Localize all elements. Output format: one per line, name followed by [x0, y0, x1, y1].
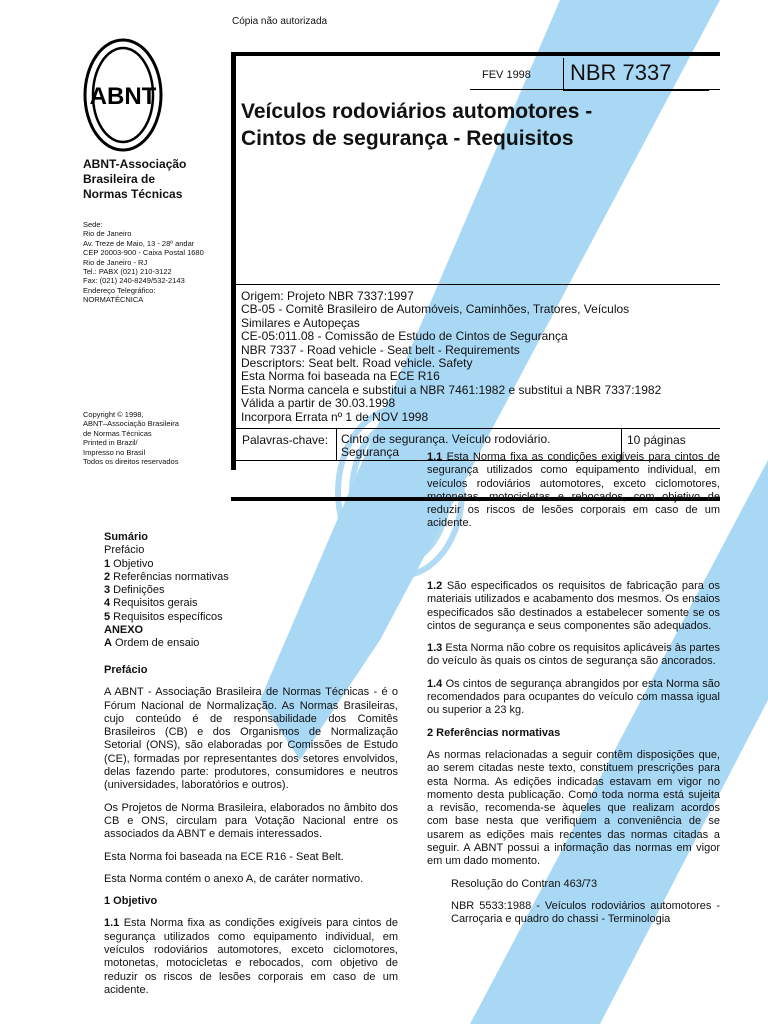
keywords-top-rule [236, 428, 720, 429]
referencias-heading: 2 Referências normativas [427, 726, 561, 739]
sede-address: Sede: Rio de Janeiro Av. Treze de Maio, 13 - 28º andar CEP 20003-900 - Caixa Postal 1680 Rio de Janeiro - RJ Tel.: PABX (021) 210-3122 Fax: (021) 240-8249/532-2143 Endereço Telegráfico: NORMATÉCNICA [83, 220, 204, 305]
summary-item: Prefácio [104, 544, 145, 557]
summary-item: 4 Requisitos gerais [104, 597, 198, 610]
objetivo-paragraph: 1.2 São especificados os requisitos de fabricação para os materiais utilizados e acabamento dos mesmos. Os ensaios especificados são destinados a estabelecer somente se os cintos de segurança e seus componentes são adequados. [427, 580, 720, 632]
reference-item: NBR 5533:1988 - Veículos rodoviários automotores - Carroçaria e quadro do chassi - Terminologia [451, 899, 720, 926]
header-top-rule [231, 52, 720, 56]
copyright-notice: Copyright © 1998, ABNT–Associação Brasileira de Normas Técnicas Printed in Brazil/ Impresso no Brasil Todos os direitos reservados [83, 410, 179, 467]
objetivo-continuation: 1.1 Esta Norma fixa as condições exigíveis para cintos de segurança utilizados como equipamento individual, em veículos rodoviários automotores, exceto ciclomotores, motonetas, motocicletas e rebocados, com objetivo de reduzir os riscos de lesões corporais em caso de um acidente. [427, 451, 720, 530]
summary-heading: Sumário [104, 531, 149, 543]
summary-item: 3 Definições [104, 584, 165, 597]
meta-top-rule [236, 284, 720, 285]
objetivo-paragraph: 1.1 Esta Norma fixa as condições exigíveis para cintos de segurança utilizados como equipamento individual, em veículos rodoviários automotores, exceto ciclomotores, motonetas, motocicletas e rebocados, com objetivo de reduzir os riscos de lesões corporais em caso de um acidente. [104, 917, 398, 996]
publication-date: FEV 1998 [482, 69, 531, 81]
reference-item: Resolução do Contran 463/73 [451, 877, 598, 890]
prefacio-paragraph: Os Projetos de Norma Brasileira, elaborados no âmbito dos CB e ONS, circulam para Votação Nacional entre os associados da ABNT e demais interessados. [104, 801, 398, 841]
copy-notice: Cópia não autorizada [232, 16, 328, 27]
abnt-logo [83, 38, 163, 152]
document-metadata: Origem: Projeto NBR 7337:1997 CB-05 - Comitê Brasileiro de Automóveis, Caminhões, Tratores, Veículos Similares e Autopeças CE-05:011.08 - Comissão de Estudo de Cintos de Segurança NBR 7337 - Road vehicle - Seat belt - Requirements Descriptors: Seat belt. Road vehicle. Safety Esta Norma foi baseada na ECE R16 Esta Norma cancela e substitui a NBR 7461:1982 e substitui a NBR 7337:1982 Válida a partir de 30.03.1998 Incorpora Errata nº 1 de NOV 1998 [241, 289, 662, 424]
summary-item: 5 Requisitos específicos [104, 610, 223, 623]
keywords-text: Cinto de segurança. Veículo rodoviário. Segurança [341, 432, 551, 459]
org-name: ABNT-Associação Brasileira de Normas Técnicas [83, 157, 187, 201]
referencias-paragraph: As normas relacionadas a seguir contêm disposições que, ao serem citadas neste texto, constituem prescrições para esta Norma. As edições indicadas estavam em vigor no momento desta publicação. Como toda norma está sujeita a revisão, recomenda-se àqueles que realizam acordos com base nesta que verifiquem a conveniência de se usarem as edições mais recentes das normas citadas a seguir. A ABNT possui a informação das normas em vigor em um dado momento. [427, 748, 720, 868]
summary [104, 531, 398, 651]
prefacio-section [104, 664, 398, 996]
objetivo-paragraph: 1.4 Os cintos de segurança abrangidos por esta Norma são recomendados para ocupantes do veículo com massa igual ou superior a 23 kg. [427, 677, 720, 717]
prefacio-heading: Prefácio [104, 664, 148, 676]
summary-item: A Ordem de ensaio [104, 637, 200, 650]
objetivo-heading: 1 Objetivo [104, 895, 158, 908]
keywords-label: Palavras-chave: [242, 433, 329, 447]
date-rule [470, 89, 720, 90]
summary-item: ANEXO [104, 624, 144, 637]
document-title: Veículos rodoviários automotores - Cintos de segurança - Requisitos [241, 100, 593, 150]
prefacio-paragraph: Esta Norma foi baseada na ECE R16 - Seat Belt. [104, 850, 344, 863]
summary-item: 1 Objetivo [104, 557, 154, 570]
right-column [427, 451, 720, 927]
summary-item: 2 Referências normativas [104, 570, 229, 583]
objetivo-paragraph: 1.3 Esta Norma não cobre os requisitos aplicáveis às partes do veículo às quais os cintos de segurança são ancorados. [427, 642, 720, 668]
prefacio-paragraph: Esta Norma contém o anexo A, de caráter normativo. [104, 872, 364, 885]
keywords-divider [336, 428, 337, 460]
svg-text:ABNT: ABNT [89, 83, 157, 110]
page-count: 10 páginas [627, 433, 686, 447]
prefacio-paragraph: A ABNT - Associação Brasileira de Normas Técnicas - é o Fórum Nacional de Normalização. As Normas Brasileiras, cujo conteúdo é de responsabilidade dos Comitês Brasileiros (CB) e dos Organismos de Normalização Setorial (ONS), são elaboradas por Comissões de Estudo (CE), formadas por representantes dos setores envolvidos, delas fazendo parte: produtores, consumidores e neutros (universidades, laboratórios e outros). [104, 686, 398, 792]
standard-number: NBR 7337 [570, 60, 672, 85]
header-vertical-rule [231, 52, 236, 470]
